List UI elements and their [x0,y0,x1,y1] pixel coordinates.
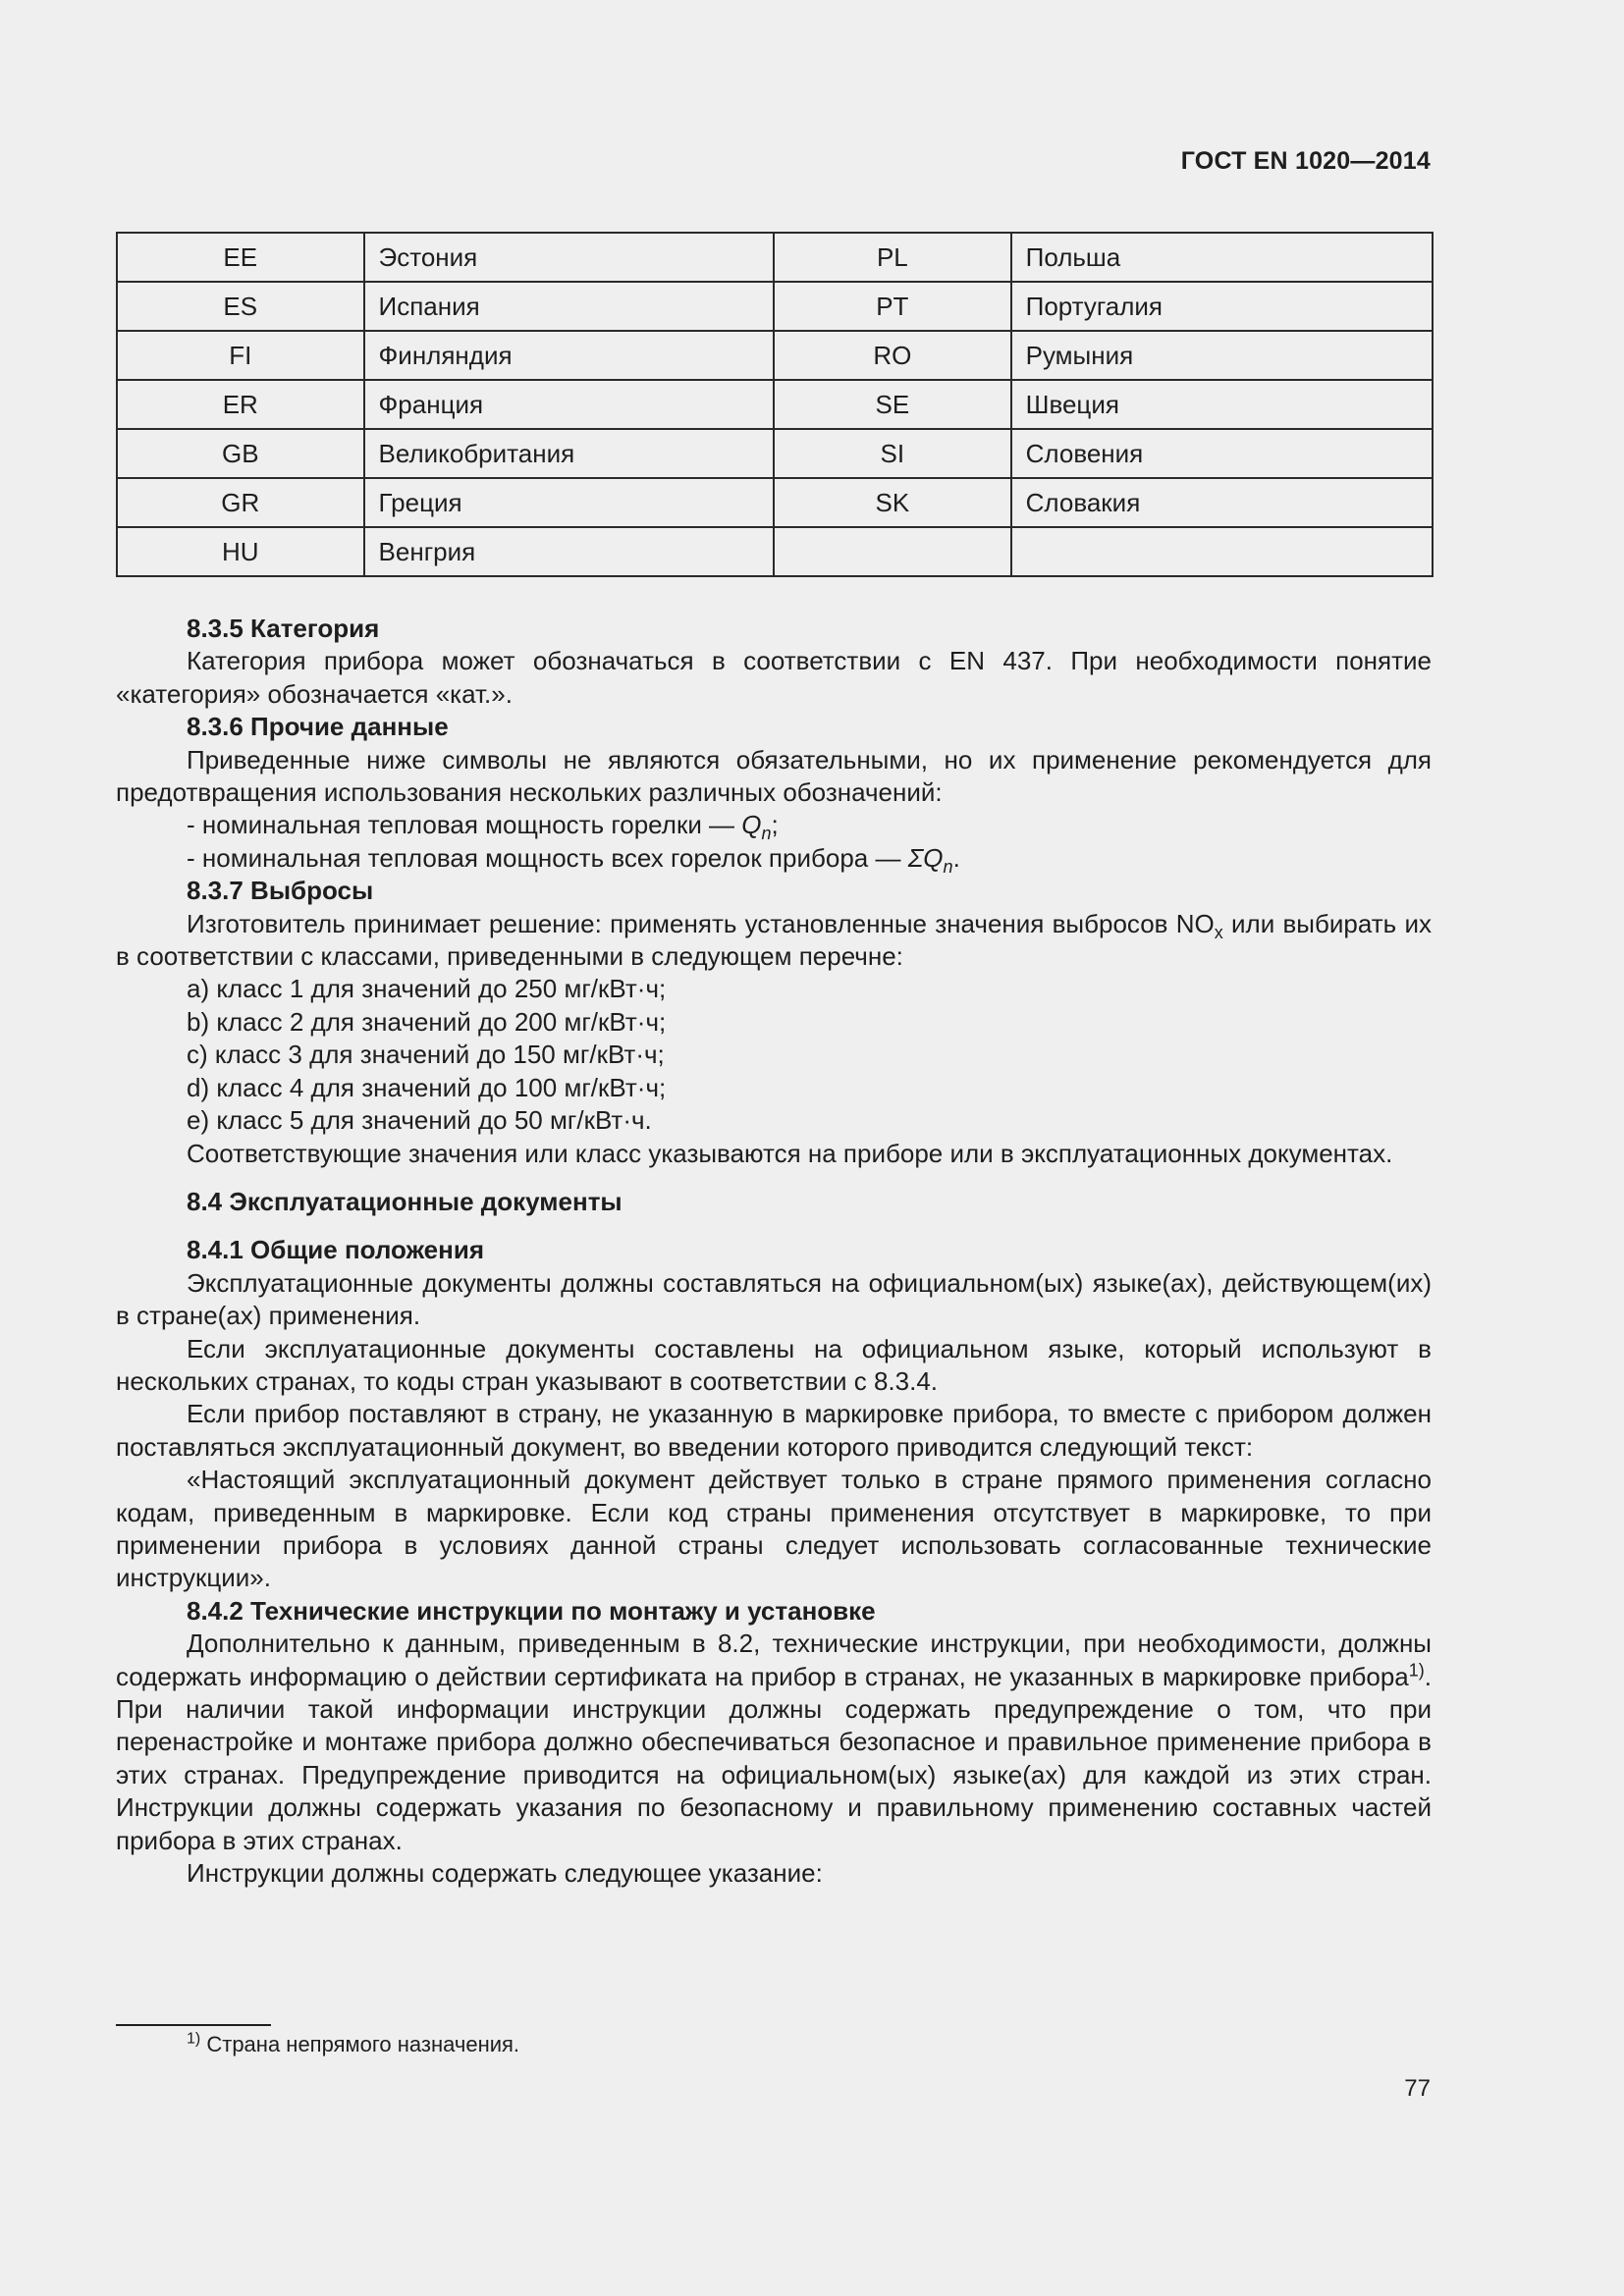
table-row [117,429,1433,478]
section-heading: 8.4 Эксплуатационные документы [187,1186,623,1216]
country-code-cell: GB [117,429,364,478]
country-name-cell [1011,527,1433,576]
paragraph: Приведенные ниже символы не являются обязательными, но их применение рекомендуется для предотвращения использования нескольких различных обозначений: [116,744,1432,808]
country-code-cell: ER [117,380,364,429]
country-name-cell: Словакия [1011,478,1433,527]
country-name-cell: Португалия [1011,282,1433,331]
country-code-cell: SE [774,380,1011,429]
list-item: - номинальная тепловая мощность всех горелок прибора — $\Sigma Q_n$. [187,842,960,878]
paragraph: Дополнительно к данным, приведенным в 8.2, технические инструкции, при необходимости, должны содержать информацию о действии сертификата на прибор в странах, не указанных в маркировке прибора$^{1)}$. При наличии такой информации инструкции должны содержать предупреждение о том, что при перенастройке и монтаже прибора должно обеспечиваться безопасное и правильное применение прибора в этих странах. Предупреждение приводится на официальном(ых) языке(ах) для каждой из этих стран. Инструкции должны содержать указания по безопасному и правильному применению составных частей прибора в этих странах. [116,1629,1432,1855]
list-item: c) класс 3 для значений до 150 мг/кВт·ч; [187,1040,665,1070]
section-heading: 8.4.1 Общие положения [187,1235,484,1265]
paragraph: Если эксплуатационные документы составлены на официальном языке, который используют в нескольких странах, то коды стран указывают в соответствии с 8.3.4. [116,1333,1432,1396]
country-name-cell: Эстония [364,233,775,282]
page-number: 77 [1404,2075,1431,2102]
table-row [117,282,1433,331]
country-name-cell: Венгрия [364,527,775,576]
country-code-cell: PL [774,233,1011,282]
country-name-cell: Греция [364,478,775,527]
country-code-cell: ES [117,282,364,331]
country-code-cell: RO [774,331,1011,380]
table-row [117,380,1433,429]
footnote-divider [116,2024,271,2026]
paragraph: Соответствующие значения или класс указываются на приборе или в эксплуатационных документах. [187,1138,1393,1168]
country-code-cell: EE [117,233,364,282]
country-code-table [116,232,1434,577]
country-code-cell: GR [117,478,364,527]
country-code-cell [774,527,1011,576]
country-name-cell: Франция [364,380,775,429]
country-code-cell: PT [774,282,1011,331]
footnote: $^{1)}$ Страна непрямого назначения. [187,2030,520,2056]
table-row [117,331,1433,380]
document-header: ГОСТ EN 1020—2014 [1180,147,1431,175]
table-row [117,478,1433,527]
quoted-paragraph: «Настоящий эксплуатационный документ действует только в стране прямого применения согласно кодам, приведенным в маркировке. Если код страны применения отсутствует в маркировке, то при применении прибора в условиях данной страны следует использовать согласованные технические инструкции». [116,1465,1432,1593]
section-heading: 8.4.2 Технические инструкции по монтажу и установке [187,1595,876,1626]
section-heading: 8.3.5 Категория [187,614,380,643]
country-code-cell: HU [117,527,364,576]
country-name-cell: Великобритания [364,429,775,478]
country-code-cell: SI [774,429,1011,478]
paragraph: Если прибор поставляют в страну, не указанную в маркировке прибора, то вместе с прибором должен поставляться эксплуатационный документ, во введении которого приводится следующий текст: [116,1399,1432,1462]
list-item: b) класс 2 для значений до 200 мг/кВт·ч; [187,1006,667,1037]
paragraph: Эксплуатационные документы должны составляться на официальном(ых) языке(ах), действующем(их) в стране(ах) применения. [116,1267,1432,1331]
country-name-cell: Испания [364,282,775,331]
document-body [116,613,1432,1890]
country-name-cell: Финляндия [364,331,775,380]
table-row [117,527,1433,576]
paragraph: Инструкции должны содержать следующее указание: [187,1858,823,1889]
paragraph: Категория прибора может обозначаться в соответствии с EN 437. При необходимости понятие «категория» обозначается «кат.». [116,646,1432,709]
country-code-cell: FI [117,331,364,380]
list-item: e) класс 5 для значений до 50 мг/кВт·ч. [187,1105,652,1136]
list-item: d) класс 4 для значений до 100 мг/кВт·ч; [187,1072,667,1102]
country-name-cell: Швеция [1011,380,1433,429]
footnote-ref[interactable]: 1) [1408,1659,1425,1680]
list-item: a) класс 1 для значений до 250 мг/кВт·ч; [187,974,667,1004]
country-name-cell: Румыния [1011,331,1433,380]
country-code-cell: SK [774,478,1011,527]
table-row [117,233,1433,282]
country-name-cell: Словения [1011,429,1433,478]
country-name-cell: Польша [1011,233,1433,282]
section-heading: 8.3.6 Прочие данные [187,712,449,742]
section-heading: 8.3.7 Выбросы [187,876,374,906]
list-item: - номинальная тепловая мощность горелки — $Q_n$; [187,810,779,844]
paragraph: Изготовитель принимает решение: применять установленные значения выбросов $NO_x$ или выбирать их в соответствии с классами, приведенными в следующем перечне: [116,908,1432,972]
